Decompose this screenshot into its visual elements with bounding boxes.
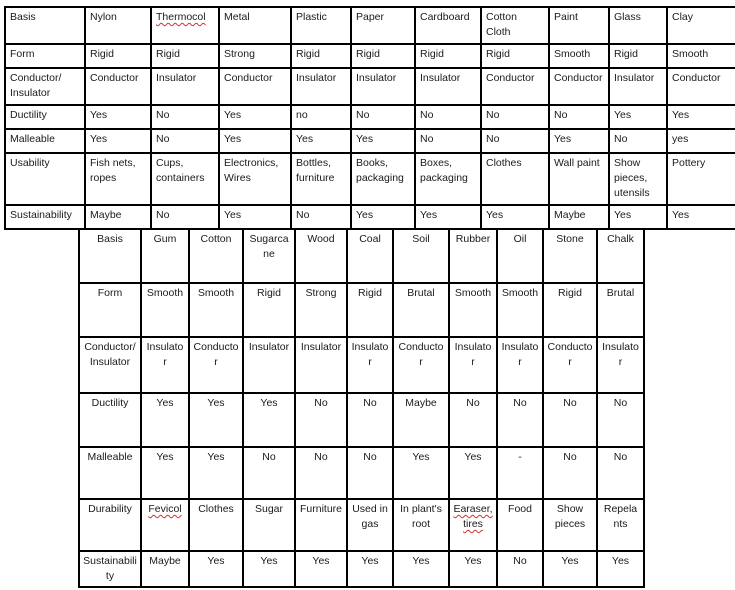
table-row [79,447,644,499]
table-cell: Yes [667,205,735,229]
table-cell: Insulator [497,337,543,393]
table-cell: Repelants [597,499,644,551]
table-cell: Bottles, furniture [291,153,351,205]
table-cell: Yes [393,447,449,499]
table-cell: Conductor [219,68,291,105]
table-cell: Insulator [449,337,497,393]
table-row [5,105,735,129]
table-cell: No [151,105,219,129]
table-cell: Yes [449,551,497,587]
table-cell: Insulator [151,68,219,105]
table-cell: Clay [667,7,735,44]
table-cell: Rigid [151,44,219,68]
table-cell: Cardboard [415,7,481,44]
table-cell: Yes [141,447,189,499]
table-cell: Strong [219,44,291,68]
table-cell: no [291,105,351,129]
materials-table-2 [78,228,645,588]
table-cell: Soil [393,229,449,283]
spellcheck-text: Fevicol [148,503,182,515]
table-cell: Rigid [415,44,481,68]
table-cell: Glass [609,7,667,44]
table-cell: No [295,393,347,447]
table-cell: Cotton [189,229,243,283]
table-cell: Rigid [609,44,667,68]
table-cell: Insulator [347,337,393,393]
table-cell: Maybe [85,205,151,229]
table-cell: Wood [295,229,347,283]
spellcheck-text: Thermocol [156,11,206,23]
table-cell: Gum [141,229,189,283]
table-cell [449,499,497,551]
table-cell: Yes [243,551,295,587]
table-cell: No [481,129,549,153]
table-row [79,551,644,587]
table-cell: Insulator [415,68,481,105]
table-row [5,7,735,44]
table-cell: Yes [219,205,291,229]
table-cell: Pottery [667,153,735,205]
table-cell: Chalk [597,229,644,283]
table-cell: Clothes [189,499,243,551]
table-cell: Insulator [597,337,644,393]
table-cell [141,499,189,551]
table-cell: Yes [543,551,597,587]
table-cell: Rigid [85,44,151,68]
table-cell: Stone [543,229,597,283]
table-cell: Smooth [189,283,243,337]
table-cell: Books, packaging [351,153,415,205]
table-cell: Boxes, packaging [415,153,481,205]
row-label: Basis [5,7,85,44]
row-label: Ductility [5,105,85,129]
table-cell: Insulator [609,68,667,105]
row-label: Malleable [5,129,85,153]
table-cell: Yes [85,129,151,153]
row-label: Form [5,44,85,68]
table-cell: No [543,393,597,447]
row-label: Sustainability [79,551,141,587]
table-cell: Rigid [543,283,597,337]
table-cell: Conductor [189,337,243,393]
table-row [5,68,735,105]
table-cell: Yes [243,393,295,447]
table-cell: No [481,105,549,129]
table-cell: Yes [415,205,481,229]
table-row [5,205,735,229]
table-cell: Rigid [347,283,393,337]
materials-table-1 [4,6,735,230]
table-cell: Yes [481,205,549,229]
table-cell: Yes [291,129,351,153]
row-label: Malleable [79,447,141,499]
table-cell: No [295,447,347,499]
table-cell: Brutal [597,283,644,337]
table-row [5,153,735,205]
table-cell: Yes [449,447,497,499]
table-row [79,393,644,447]
table-cell: No [243,447,295,499]
table-cell: In plant's root [393,499,449,551]
table-row [5,44,735,68]
table-cell: Yes [351,205,415,229]
table-cell: Strong [295,283,347,337]
table-cell: Maybe [141,551,189,587]
table-cell: Yes [189,393,243,447]
table-cell: Maybe [393,393,449,447]
table-cell: Rigid [351,44,415,68]
table-cell: Yes [141,393,189,447]
row-label: Durability [79,499,141,551]
table-cell: Metal [219,7,291,44]
table-cell: Yes [609,205,667,229]
table-cell: No [351,105,415,129]
table-cell: Furniture [295,499,347,551]
table-cell: No [497,551,543,587]
table-cell: Oil [497,229,543,283]
table-cell: Conductor [393,337,449,393]
row-label: Basis [79,229,141,283]
table-cell: Insulator [291,68,351,105]
table-row [5,129,735,153]
table-cell: No [347,447,393,499]
table-cell: Rigid [243,283,295,337]
table-cell: Paint [549,7,609,44]
table-cell: Electronics, Wires [219,153,291,205]
table-cell: No [415,105,481,129]
table-cell: yes [667,129,735,153]
table-cell: Yes [189,551,243,587]
table-cell: No [291,205,351,229]
table-cell: Yes [189,447,243,499]
table-cell: No [549,105,609,129]
row-label: Conductor/ Insulator [5,68,85,105]
row-label: Conductor/ Insulator [79,337,141,393]
spellcheck-text: Earaser, tires [453,503,493,530]
table-cell: Rubber [449,229,497,283]
table-cell: Sugar [243,499,295,551]
table-cell: Used in gas [347,499,393,551]
row-label: Ductility [79,393,141,447]
table-cell: No [449,393,497,447]
table-cell: Yes [549,129,609,153]
table-cell: Yes [219,105,291,129]
row-label: Usability [5,153,85,205]
table-cell: Rigid [481,44,549,68]
table-cell: Sugarcane [243,229,295,283]
table-row [79,499,644,551]
table-cell: Yes [295,551,347,587]
table-cell: Yes [597,551,644,587]
table-cell: Rigid [291,44,351,68]
row-label: Sustainability [5,205,85,229]
table-cell: No [609,129,667,153]
table-row [79,283,644,337]
table-cell: Smooth [667,44,735,68]
table-row [79,229,644,283]
table-cell: Nylon [85,7,151,44]
table-cell: Show pieces, utensils [609,153,667,205]
table-cell: No [415,129,481,153]
table-cell: Smooth [549,44,609,68]
table-cell: Show pieces [543,499,597,551]
table-cell: Yes [85,105,151,129]
table-cell: Plastic [291,7,351,44]
table-cell: Yes [393,551,449,587]
table-cell: Conductor [85,68,151,105]
table-cell: Insulator [351,68,415,105]
table-cell: Wall paint [549,153,609,205]
table-cell: No [543,447,597,499]
table-cell: Smooth [449,283,497,337]
table-cell: Insulator [295,337,347,393]
table-cell: Yes [347,551,393,587]
table-cell: Conductor [481,68,549,105]
table-cell: Yes [667,105,735,129]
table-cell: Coal [347,229,393,283]
table-cell: No [347,393,393,447]
table-cell: - [497,447,543,499]
table-cell: Smooth [497,283,543,337]
row-label: Form [79,283,141,337]
table-cell: Insulator [141,337,189,393]
table-cell: Brutal [393,283,449,337]
table-cell: Conductor [549,68,609,105]
table-row [79,337,644,393]
table-cell: Paper [351,7,415,44]
table-cell [151,7,219,44]
table-cell: Smooth [141,283,189,337]
table-cell: No [597,447,644,499]
table-cell: No [151,205,219,229]
table-cell: Yes [609,105,667,129]
table-cell: Cotton Cloth [481,7,549,44]
table-cell: Yes [351,129,415,153]
table-cell: Insulator [243,337,295,393]
table-cell: Food [497,499,543,551]
table-cell: Conductor [543,337,597,393]
table-cell: Conductor [667,68,735,105]
table-cell: No [151,129,219,153]
table-cell: Clothes [481,153,549,205]
table-cell: Yes [219,129,291,153]
table-cell: No [497,393,543,447]
table-cell: No [597,393,644,447]
table-cell: Fish nets, ropes [85,153,151,205]
table-cell: Cups, containers [151,153,219,205]
table-cell: Maybe [549,205,609,229]
